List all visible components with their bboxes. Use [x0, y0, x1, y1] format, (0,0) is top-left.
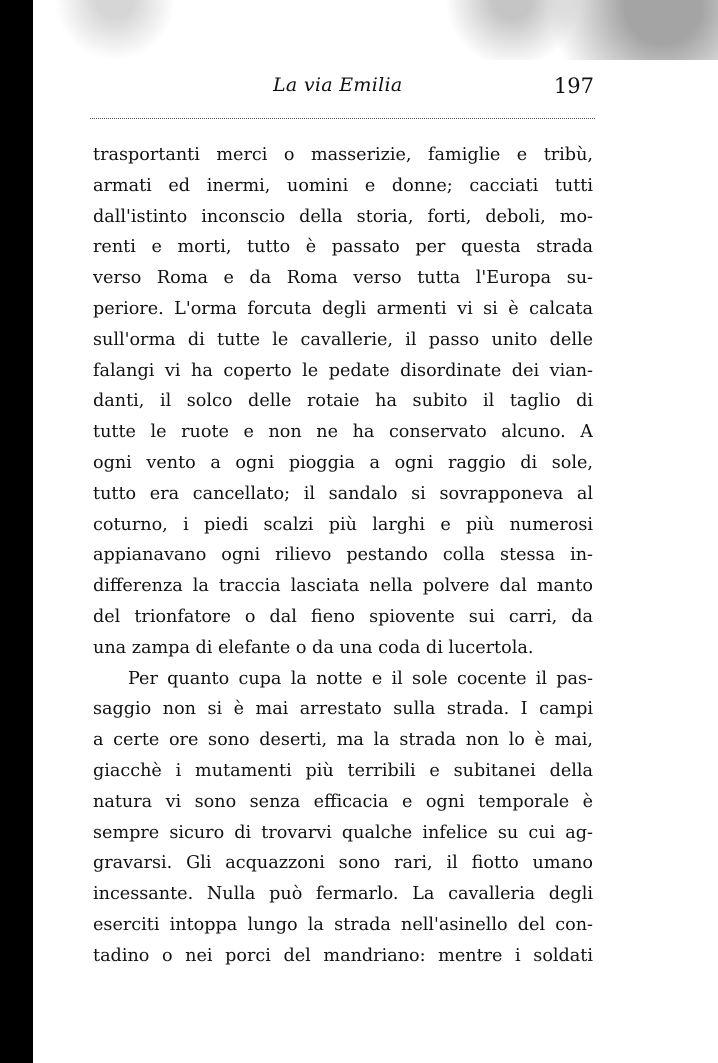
text-line: differenza la traccia lasciata nella polvere dal manto	[93, 576, 593, 597]
text-line: tutte le ruote e non ne ha conservato alcuno. A	[93, 422, 593, 443]
text-line: natura vi sono senza efficacia e ogni temporale è	[93, 791, 593, 812]
text-line: danti, il solco delle rotaie ha subito il taglio di	[93, 391, 593, 412]
text-line: tadino o nei porci del mandriano: mentre i soldati	[93, 945, 593, 966]
text-line: del trionfatore o dal fieno spiovente sui carri, da	[93, 606, 593, 627]
text-line: sull'orma di tutte le cavallerie, il passo unito delle	[93, 329, 593, 350]
text-line: sempre sicuro di trovarvi qualche infelice su cui ag-	[93, 822, 593, 843]
text-line: renti e morti, tutto è passato per questa strada	[93, 237, 593, 258]
running-title: La via Emilia	[273, 74, 403, 96]
paragraph-end-line: una zampa di elefante o da una coda di lucertola.	[93, 637, 534, 658]
text-line: ogni vento a ogni pioggia a ogni raggio di sole,	[93, 452, 593, 473]
page-number: 197	[553, 74, 594, 98]
text-line: saggio non si è mai arrestato sulla strada. I campi	[93, 699, 593, 720]
book-binding-edge	[0, 0, 33, 1063]
text-line: a certe ore sono deserti, ma la strada non lo è mai,	[93, 730, 593, 751]
text-line: armati ed inermi, uomini e donne; cacciati tutti	[93, 175, 593, 196]
page-header	[90, 70, 600, 104]
text-line: giacchè i mutamenti più terribili e subitanei della	[93, 760, 593, 781]
page-scan-speckle	[33, 0, 718, 60]
text-line: eserciti intoppa lungo la strada nell'asinello del con-	[93, 914, 593, 935]
header-dotted-rule	[90, 118, 595, 119]
text-line: trasportanti merci o masserizie, famiglie e tribù,	[93, 145, 593, 165]
body-text	[93, 140, 593, 972]
text-line: verso Roma e da Roma verso tutta l'Europa su-	[93, 268, 593, 289]
text-line: falangi vi ha coperto le pedate disordinate dei vian-	[93, 360, 593, 381]
text-line: tutto era cancellato; il sandalo si sovrapponeva al	[93, 483, 593, 504]
text-line: gravarsi. Gli acquazzoni sono rari, il fiotto umano	[93, 853, 593, 874]
paragraph-start-line: Per quanto cupa la notte e il sole cocente il pas-	[128, 668, 593, 689]
text-line: coturno, i piedi scalzi più larghi e più numerosi	[93, 514, 593, 535]
text-line: periore. L'orma forcuta degli armenti vi si è calcata	[93, 298, 593, 319]
text-line: appianavano ogni rilievo pestando colla stessa in-	[93, 545, 593, 566]
text-line: incessante. Nulla può fermarlo. La cavalleria degli	[93, 884, 593, 905]
text-line: dall'istinto inconscio della storia, forti, deboli, mo-	[93, 206, 593, 227]
